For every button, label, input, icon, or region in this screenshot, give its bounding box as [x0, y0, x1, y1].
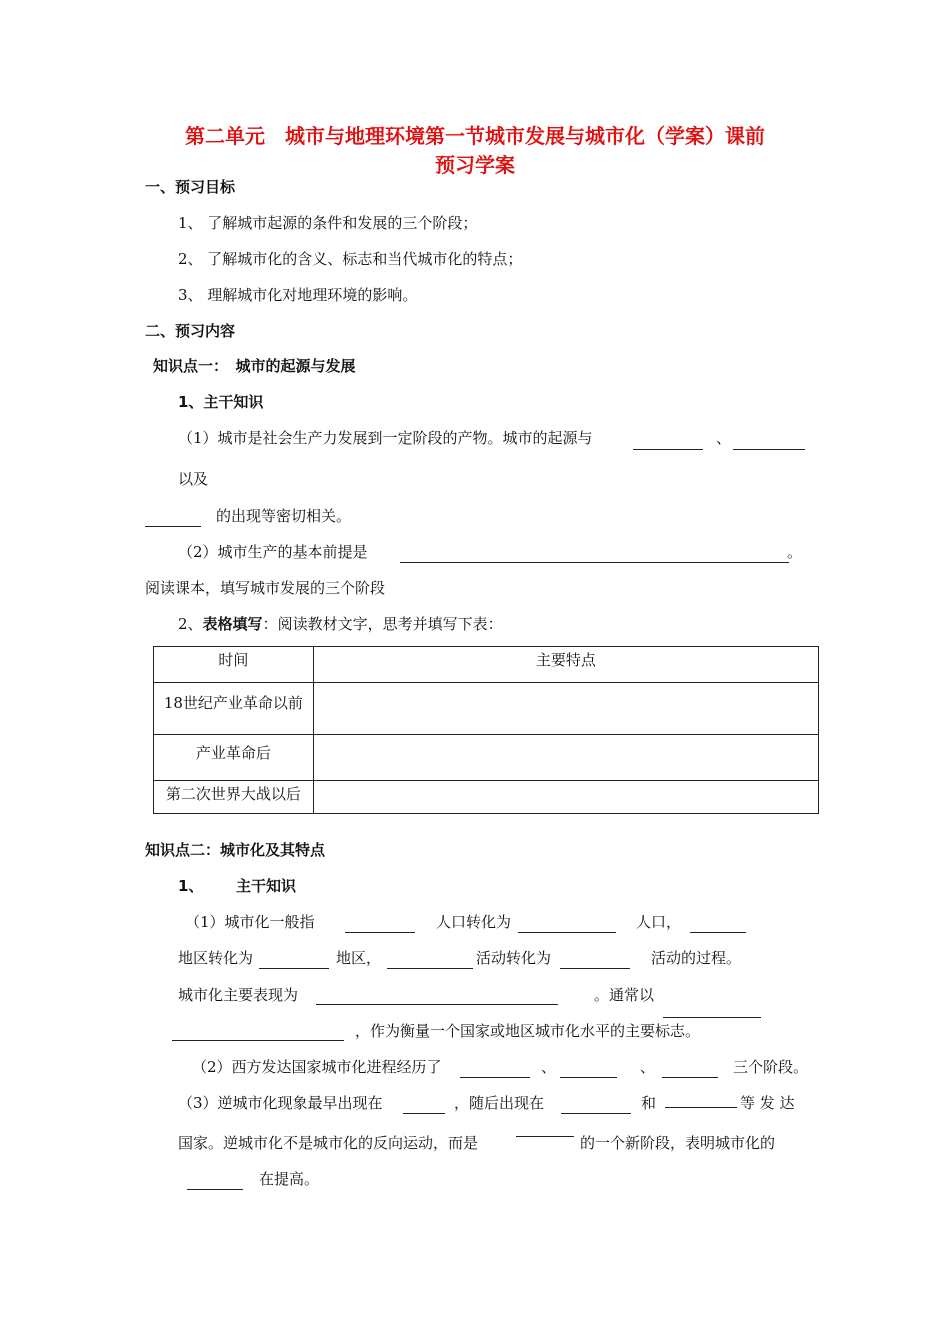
- q1-blank-8[interactable]: [663, 1017, 761, 1018]
- q3-b: ，随后出现在: [454, 1094, 545, 1112]
- q1-blank-1[interactable]: [345, 932, 415, 933]
- point1-q1-line3: 的出现等密切相关。: [216, 507, 352, 525]
- q3-g: 在提高。: [259, 1170, 320, 1188]
- section1-heading: 一、预习目标: [145, 178, 236, 196]
- point2-sub1-text: 主干知识: [236, 877, 297, 895]
- q3-d: 等 发 达: [740, 1094, 795, 1112]
- q3-blank-4[interactable]: [516, 1136, 574, 1137]
- q3-blank-2[interactable]: [561, 1113, 631, 1114]
- table-row-1-time: 18世纪产业革命以前: [154, 683, 314, 735]
- q1-g: 活动的过程。: [651, 949, 742, 967]
- q1-f: 活动转化为: [476, 949, 552, 967]
- q1-blank-3[interactable]: [690, 932, 746, 933]
- q2-blank-2[interactable]: [560, 1077, 617, 1078]
- point1-heading: 知识点一： 城市的起源与发展: [153, 357, 356, 375]
- point1-sub2-prefix: 2、: [178, 615, 203, 633]
- point1-sub2: [178, 614, 503, 634]
- point1-q1-blank-3[interactable]: [145, 526, 201, 527]
- city-stages-table: [153, 646, 819, 814]
- point2-heading: 知识点二：城市化及其特点: [145, 841, 326, 859]
- point1-q1-sep: 、: [716, 429, 732, 447]
- q3-blank-5[interactable]: [187, 1189, 243, 1190]
- page-title-line1: 第二单元 城市与地理环境第一节城市发展与城市化（学案）课前: [185, 124, 765, 148]
- table-row-2-time: 产业革命后: [154, 735, 314, 781]
- q3-blank-3[interactable]: [665, 1107, 737, 1108]
- table-row-2-cell[interactable]: [313, 735, 818, 781]
- table-header-time: 时间: [154, 647, 314, 683]
- table-row-1-cell[interactable]: [313, 683, 818, 735]
- q1-j: ，作为衡量一个国家或地区城市化水平的主要标志。: [355, 1022, 701, 1040]
- q1-a: （1）城市化一般指: [185, 913, 315, 931]
- q1-blank-5[interactable]: [387, 968, 473, 969]
- q1-blank-7[interactable]: [316, 1004, 558, 1005]
- point1-q2-blank[interactable]: [400, 562, 789, 563]
- q1-e: 地区，: [336, 949, 382, 967]
- table-row-3-cell[interactable]: [313, 781, 818, 814]
- table-header-features: 主要特点: [313, 647, 818, 683]
- point1-q2-text: （2）城市生产的基本前提是: [178, 543, 368, 561]
- goal-item-1: 1、 了解城市起源的条件和发展的三个阶段；: [178, 214, 478, 232]
- q1-blank-4[interactable]: [259, 968, 329, 969]
- q1-blank-9[interactable]: [172, 1040, 344, 1041]
- read-instruction: 阅读课本，填写城市发展的三个阶段: [145, 579, 386, 597]
- table-row-3-time: 第二次世界大战以后: [154, 781, 314, 814]
- q1-d: 地区转化为: [178, 949, 254, 967]
- q2-a: （2）西方发达国家城市化进程经历了: [192, 1058, 442, 1076]
- page-title-line2: 预习学案: [435, 153, 515, 177]
- point1-q1-text: （1）城市是社会生产力发展到一定阶段的产物。城市的起源与: [178, 429, 593, 447]
- point1-sub2-bold: 表格填写: [202, 615, 263, 633]
- q1-i: 。通常以: [594, 986, 655, 1004]
- q2-sep-2: 、: [640, 1058, 656, 1076]
- point1-q1-blank-2[interactable]: [733, 449, 805, 450]
- point1-sub1: 1、主干知识: [178, 393, 264, 411]
- point1-q2-end: 。: [787, 543, 803, 561]
- goal-item-3: 3、 理解城市化对地理环境的影响。: [178, 286, 418, 304]
- q2-sep-1: 、: [541, 1058, 557, 1076]
- point2-sub1-num: 1、: [178, 877, 204, 895]
- section2-heading: 二、预习内容: [145, 322, 236, 340]
- q1-b: 人口转化为: [436, 913, 512, 931]
- q3-c: 和: [641, 1094, 657, 1112]
- point1-q1-line2: 以及: [178, 470, 209, 488]
- point1-sub2-rest: ：阅读教材文字，思考并填写下表：: [262, 615, 503, 633]
- q2-blank-1[interactable]: [460, 1077, 530, 1078]
- q1-c: 人口，: [636, 913, 682, 931]
- q3-e: 国家。逆城市化不是城市化的反向运动，而是: [178, 1134, 479, 1152]
- q2-blank-3[interactable]: [662, 1077, 718, 1078]
- q1-blank-6[interactable]: [560, 968, 630, 969]
- q1-h: 城市化主要表现为: [178, 986, 299, 1004]
- q3-blank-1[interactable]: [403, 1113, 445, 1114]
- q2-end: 三个阶段。: [733, 1058, 809, 1076]
- goal-item-2: 2、 了解城市化的含义、标志和当代城市化的特点；: [178, 250, 523, 268]
- q3-f: 的一个新阶段，表明城市化的: [580, 1134, 776, 1152]
- point1-q1-blank-1[interactable]: [633, 449, 703, 450]
- q3-a: （3）逆城市化现象最早出现在: [178, 1094, 383, 1112]
- q1-blank-2[interactable]: [518, 932, 616, 933]
